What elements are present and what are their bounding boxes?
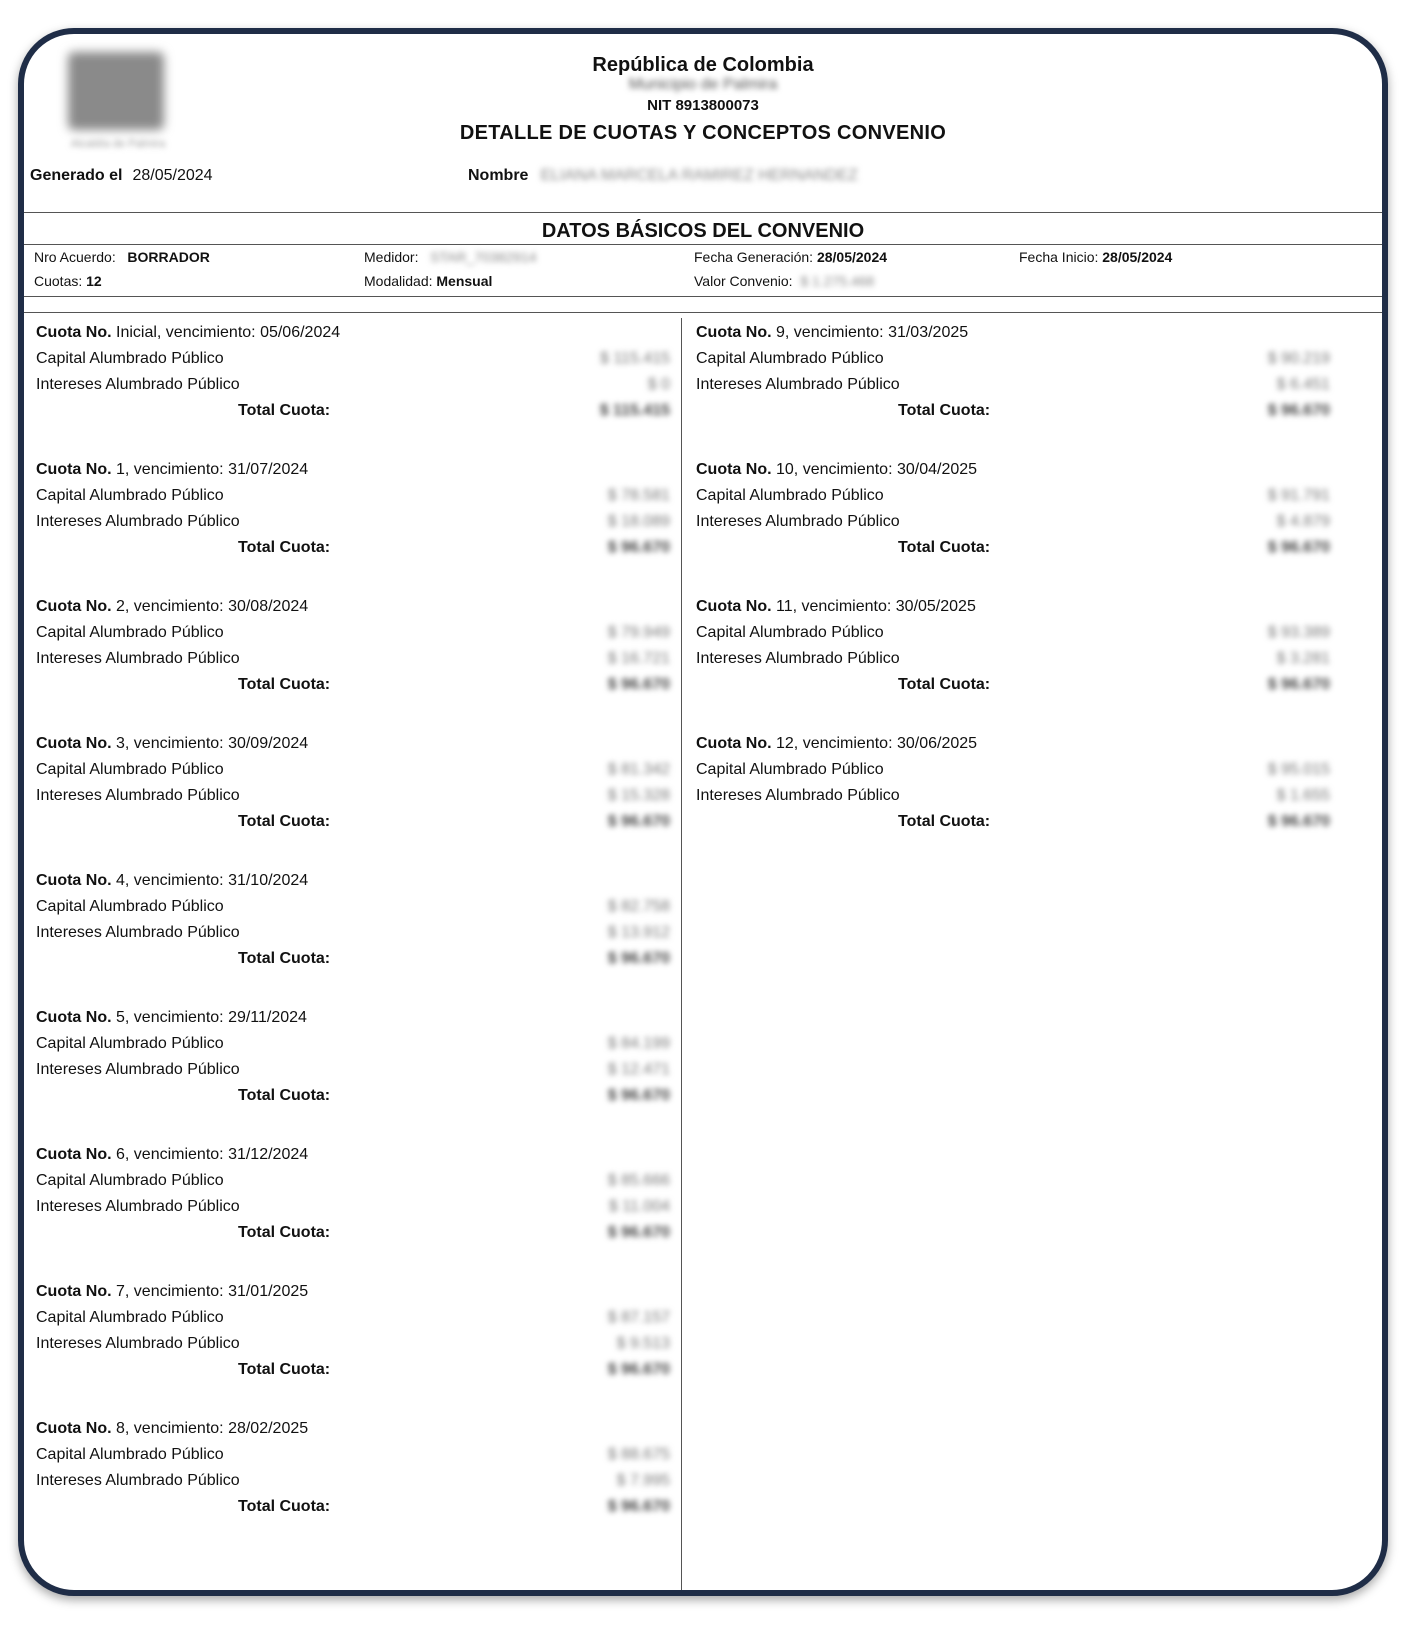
cuota-block xyxy=(696,598,1336,735)
capital-label: Capital Alumbrado Público xyxy=(36,350,224,367)
total-label: Total Cuota: xyxy=(898,402,991,419)
cuota-label: Cuota No. xyxy=(696,461,772,478)
intereses-value: $ 15.328 xyxy=(607,787,670,804)
cuota-due-date: , vencimiento: 05/06/2024 xyxy=(156,324,341,341)
generated-date xyxy=(30,167,213,185)
cuota-due-date: , vencimiento: 31/01/2025 xyxy=(124,1283,309,1300)
total-value: $ 96.670 xyxy=(607,1087,670,1104)
cuota-label: Cuota No. xyxy=(36,1283,112,1300)
capital-value: $ 93.389 xyxy=(1267,624,1330,641)
intereses-value: $ 16.721 xyxy=(607,650,670,667)
capital-label: Capital Alumbrado Público xyxy=(696,624,884,641)
intereses-label: Intereses Alumbrado Público xyxy=(696,650,900,667)
cuota-number: 7 xyxy=(116,1283,125,1300)
cuota-block xyxy=(36,1146,676,1283)
cuota-block xyxy=(36,1009,676,1146)
cuota-due-date: , vencimiento: 30/09/2024 xyxy=(124,735,309,752)
cuota-due-date: , vencimiento: 31/03/2025 xyxy=(784,324,969,341)
total-value: $ 115.415 xyxy=(599,402,670,419)
cuota-number: 2 xyxy=(116,598,125,615)
name-value: ELIANA MARCELA RAMIREZ HERNANDEZ xyxy=(540,167,858,184)
divider xyxy=(24,312,1382,313)
capital-label: Capital Alumbrado Público xyxy=(36,624,224,641)
cuota-due-date: , vencimiento: 30/06/2025 xyxy=(793,735,978,752)
cuota-title xyxy=(36,1009,307,1027)
valor-value: $ 1.275.468 xyxy=(800,273,875,289)
total-label: Total Cuota: xyxy=(238,950,331,967)
cuota-number: 5 xyxy=(116,1009,125,1026)
column-divider xyxy=(681,318,682,1596)
cuota-title xyxy=(696,598,976,616)
intereses-label: Intereses Alumbrado Público xyxy=(696,513,900,530)
cuota-title xyxy=(36,872,308,890)
nro-acuerdo-value: BORRADOR xyxy=(127,249,210,265)
capital-value: $ 88.675 xyxy=(607,1446,670,1463)
intereses-value: $ 1.655 xyxy=(1276,787,1330,804)
medidor-label: Medidor: xyxy=(364,249,419,265)
cuota-number: 10 xyxy=(776,461,794,478)
capital-value: $ 91.791 xyxy=(1267,487,1330,504)
total-value: $ 96.670 xyxy=(607,1361,670,1378)
cuota-number: 8 xyxy=(116,1420,125,1437)
cuota-title xyxy=(36,598,308,616)
intereses-value: $ 13.912 xyxy=(607,924,670,941)
total-value: $ 96.670 xyxy=(607,676,670,693)
intereses-value: $ 18.089 xyxy=(607,513,670,530)
capital-value: $ 87.157 xyxy=(607,1309,670,1326)
cuota-title xyxy=(696,735,977,753)
cuota-number: Inicial xyxy=(116,324,157,341)
intereses-label: Intereses Alumbrado Público xyxy=(36,1472,240,1489)
cuota-label: Cuota No. xyxy=(36,598,112,615)
cuotas-value: 12 xyxy=(86,273,102,289)
cuota-number: 6 xyxy=(116,1146,125,1163)
generated-label: Generado el xyxy=(30,167,123,184)
capital-label: Capital Alumbrado Público xyxy=(36,1446,224,1463)
cuota-number: 11 xyxy=(776,598,793,615)
total-label: Total Cuota: xyxy=(898,813,991,830)
document-frame xyxy=(18,28,1388,1596)
total-label: Total Cuota: xyxy=(238,402,331,419)
modalidad-value: Mensual xyxy=(436,273,493,289)
intereses-label: Intereses Alumbrado Público xyxy=(696,376,900,393)
cuota-label: Cuota No. xyxy=(36,324,112,341)
cuota-number: 12 xyxy=(776,735,794,752)
fecha-inicio-value: 28/05/2024 xyxy=(1102,249,1173,265)
capital-value: $ 82.758 xyxy=(607,898,670,915)
cuota-block xyxy=(696,461,1336,598)
capital-value: $ 95.015 xyxy=(1267,761,1330,778)
nro-acuerdo xyxy=(34,249,210,265)
section-title: DATOS BÁSICOS DEL CONVENIO xyxy=(541,220,865,242)
cuota-block xyxy=(36,324,676,461)
total-value: $ 96.670 xyxy=(607,1498,670,1515)
fecha-generacion-label: Fecha Generación: xyxy=(694,249,814,265)
intereses-value: $ 6.451 xyxy=(1276,376,1330,393)
intereses-label: Intereses Alumbrado Público xyxy=(36,376,240,393)
total-label: Total Cuota: xyxy=(238,813,331,830)
cuota-block xyxy=(696,735,1336,872)
medidor xyxy=(364,249,537,265)
cuota-due-date: , vencimiento: 30/04/2025 xyxy=(793,461,978,478)
cuota-block xyxy=(36,872,676,1009)
name-label: Nombre xyxy=(468,167,529,184)
total-value: $ 96.670 xyxy=(1267,539,1330,556)
cuotas-count xyxy=(34,273,102,289)
modalidad xyxy=(364,273,492,289)
cuota-title xyxy=(696,461,977,479)
intereses-value: $ 11.004 xyxy=(608,1198,670,1215)
medidor-value: STAR_70382914 xyxy=(430,249,537,265)
cuota-block xyxy=(36,735,676,872)
intereses-label: Intereses Alumbrado Público xyxy=(36,1061,240,1078)
cuota-number: 3 xyxy=(116,735,125,752)
intereses-value: $ 7.995 xyxy=(616,1472,670,1489)
capital-label: Capital Alumbrado Público xyxy=(36,1309,224,1326)
intereses-label: Intereses Alumbrado Público xyxy=(36,650,240,667)
cuotas-left-column xyxy=(36,324,676,1557)
cuotas-label: Cuotas: xyxy=(34,273,83,289)
cuota-label: Cuota No. xyxy=(696,324,772,341)
cuota-due-date: , vencimiento: 29/11/2024 xyxy=(124,1009,307,1026)
cuota-number: 1 xyxy=(116,461,125,478)
divider xyxy=(24,296,1382,297)
cuota-label: Cuota No. xyxy=(36,461,112,478)
cuota-number: 9 xyxy=(776,324,785,341)
total-value: $ 96.670 xyxy=(1267,402,1330,419)
capital-value: $ 81.342 xyxy=(607,761,670,778)
intereses-label: Intereses Alumbrado Público xyxy=(36,787,240,804)
intereses-value: $ 3.281 xyxy=(1276,650,1330,667)
total-label: Total Cuota: xyxy=(238,1087,331,1104)
country-title: República de Colombia xyxy=(592,54,814,76)
cuota-due-date: , vencimiento: 31/12/2024 xyxy=(124,1146,309,1163)
cuota-title xyxy=(36,1283,308,1301)
cuota-block xyxy=(36,1283,676,1420)
total-value: $ 96.670 xyxy=(1267,676,1330,693)
cuota-due-date: , vencimiento: 30/05/2025 xyxy=(792,598,976,615)
cuota-label: Cuota No. xyxy=(696,735,772,752)
cuota-number: 4 xyxy=(116,872,125,889)
cuota-label: Cuota No. xyxy=(36,735,112,752)
fecha-generacion-value: 28/05/2024 xyxy=(816,249,888,265)
cuota-label: Cuota No. xyxy=(36,1146,112,1163)
fecha-inicio xyxy=(1019,249,1172,265)
total-value: $ 96.670 xyxy=(607,950,670,967)
intereses-value: $ 12.471 xyxy=(607,1061,670,1078)
municipality-name: Municipio de Palmira xyxy=(628,76,778,93)
capital-label: Capital Alumbrado Público xyxy=(36,898,224,915)
capital-label: Capital Alumbrado Público xyxy=(36,1035,224,1052)
capital-value: $ 79.949 xyxy=(607,624,670,641)
total-label: Total Cuota: xyxy=(238,1224,331,1241)
fecha-inicio-label: Fecha Inicio: xyxy=(1019,249,1099,265)
cuota-title xyxy=(36,1146,308,1164)
cuota-label: Cuota No. xyxy=(36,872,112,889)
cuota-title xyxy=(36,461,308,479)
cuota-block xyxy=(36,461,676,598)
capital-label: Capital Alumbrado Público xyxy=(696,761,884,778)
cuota-due-date: , vencimiento: 30/08/2024 xyxy=(124,598,309,615)
cuota-label: Cuota No. xyxy=(36,1420,112,1437)
capital-value: $ 90.219 xyxy=(1267,350,1330,367)
total-value: $ 96.670 xyxy=(1267,813,1330,830)
cuota-block xyxy=(36,598,676,735)
capital-label: Capital Alumbrado Público xyxy=(36,761,224,778)
logo-caption: Alcaldía de Palmira xyxy=(70,138,166,150)
document-title: DETALLE DE CUOTAS Y CONCEPTOS CONVENIO xyxy=(459,122,947,144)
cuota-due-date: , vencimiento: 31/10/2024 xyxy=(124,872,309,889)
total-label: Total Cuota: xyxy=(238,539,331,556)
generated-value: 28/05/2024 xyxy=(132,167,213,184)
modalidad-label: Modalidad: xyxy=(364,273,433,289)
capital-value: $ 84.199 xyxy=(607,1035,670,1052)
total-label: Total Cuota: xyxy=(238,1361,331,1378)
total-label: Total Cuota: xyxy=(898,539,991,556)
total-value: $ 96.670 xyxy=(607,539,670,556)
divider xyxy=(24,244,1382,245)
cuota-title xyxy=(36,735,308,753)
cuotas-right-column xyxy=(696,324,1336,872)
intereses-value: $ 4.879 xyxy=(1276,513,1330,530)
capital-value: $ 78.581 xyxy=(607,487,670,504)
intereses-label: Intereses Alumbrado Público xyxy=(36,1335,240,1352)
capital-label: Capital Alumbrado Público xyxy=(696,487,884,504)
intereses-label: Intereses Alumbrado Público xyxy=(36,924,240,941)
divider xyxy=(24,212,1382,213)
total-label: Total Cuota: xyxy=(238,1498,331,1515)
fecha-generacion xyxy=(694,249,887,265)
intereses-value: $ 9.513 xyxy=(616,1335,670,1352)
capital-label: Capital Alumbrado Público xyxy=(696,350,884,367)
total-label: Total Cuota: xyxy=(238,676,331,693)
capital-value: $ 115.415 xyxy=(600,350,670,367)
capital-label: Capital Alumbrado Público xyxy=(36,487,224,504)
total-label: Total Cuota: xyxy=(898,676,991,693)
capital-value: $ 85.666 xyxy=(607,1172,670,1189)
capital-label: Capital Alumbrado Público xyxy=(36,1172,224,1189)
cuota-due-date: , vencimiento: 31/07/2024 xyxy=(124,461,309,478)
nro-acuerdo-label: Nro Acuerdo: xyxy=(34,249,116,265)
cuota-label: Cuota No. xyxy=(36,1009,112,1026)
holder-name xyxy=(468,167,858,185)
intereses-label: Intereses Alumbrado Público xyxy=(696,787,900,804)
total-value: $ 96.670 xyxy=(607,1224,670,1241)
intereses-label: Intereses Alumbrado Público xyxy=(36,513,240,530)
cuota-label: Cuota No. xyxy=(696,598,772,615)
total-value: $ 96.670 xyxy=(607,813,670,830)
cuota-due-date: , vencimiento: 28/02/2025 xyxy=(124,1420,309,1437)
intereses-label: Intereses Alumbrado Público xyxy=(36,1198,240,1215)
valor-convenio xyxy=(694,273,874,289)
cuota-block xyxy=(36,1420,676,1557)
valor-label: Valor Convenio: xyxy=(694,273,793,289)
cuota-title xyxy=(696,324,968,342)
cuota-title xyxy=(36,324,340,342)
nit: NIT 8913800073 xyxy=(647,97,759,114)
cuota-block xyxy=(696,324,1336,461)
intereses-value: $ 0 xyxy=(647,376,670,393)
cuota-title xyxy=(36,1420,308,1438)
